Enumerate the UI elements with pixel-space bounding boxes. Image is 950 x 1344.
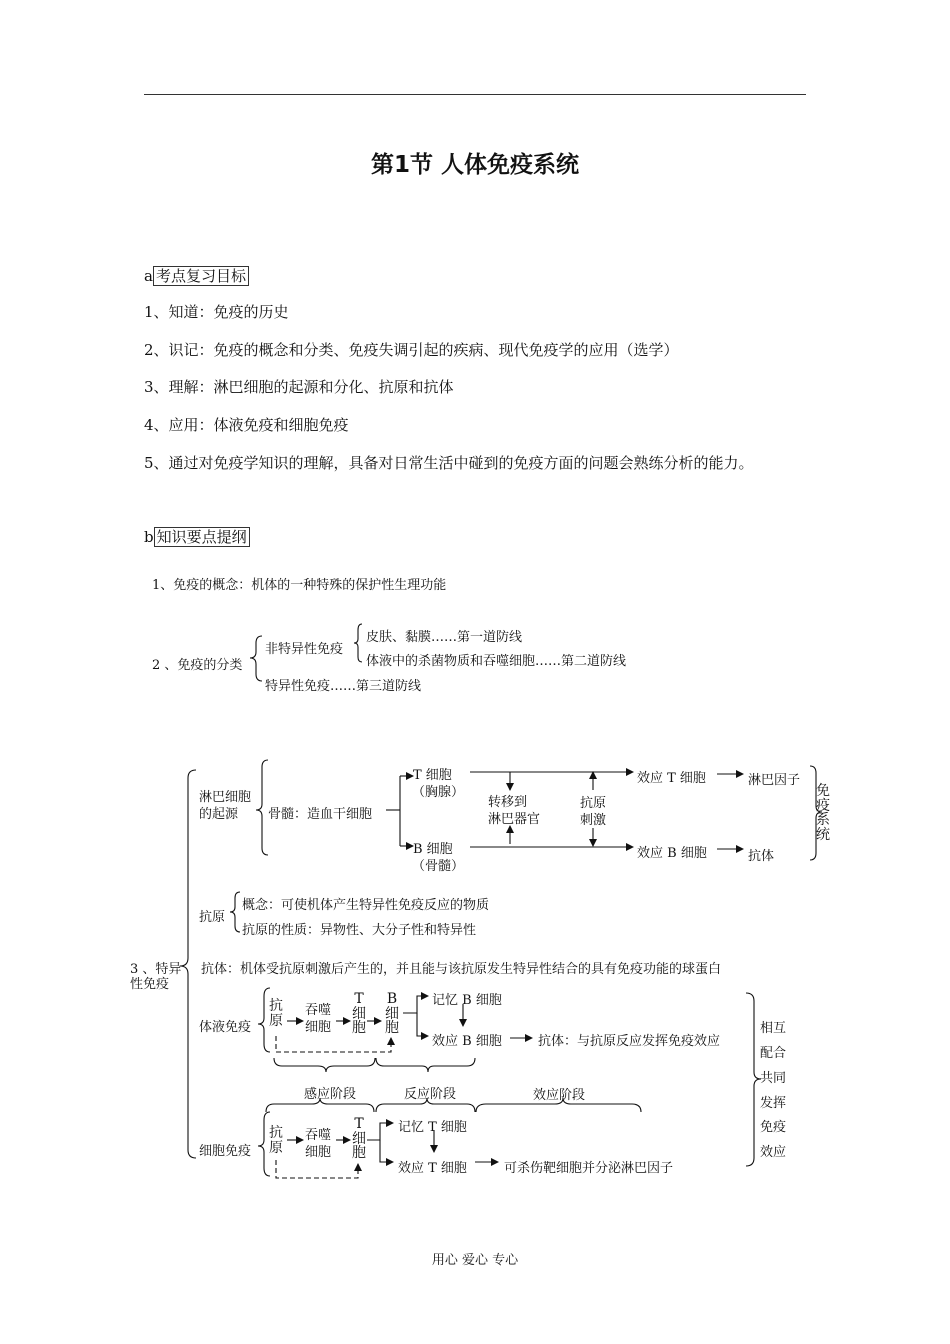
cellular-effector-t-cell: 效应 T 细胞 xyxy=(398,1161,467,1176)
induction-brace xyxy=(274,1058,375,1072)
effector-t-cell: 效应 T 细胞 xyxy=(637,771,706,786)
objective-1: 1、知道：免疫的历史 xyxy=(144,303,289,321)
cellular-action: 可杀伤靶细胞并分泌淋巴因子 xyxy=(504,1161,674,1176)
antigen-concept: 概念：可使机体产生特异性免疫反应的物质 xyxy=(242,898,490,913)
section-a-prefix: a xyxy=(144,267,153,285)
humoral-t-cell: T细胞 xyxy=(352,991,366,1036)
cellular-phagocyte-2: 细胞 xyxy=(305,1145,332,1160)
humoral-phagocyte-2: 细胞 xyxy=(305,1020,332,1035)
cellular-antigen: 抗原 xyxy=(269,1125,283,1156)
objective-4: 4、应用：体液免疫和细胞免疫 xyxy=(144,416,349,434)
specific-immunity-brace xyxy=(180,770,196,1158)
section-a-label: 考点复习目标 xyxy=(153,266,249,286)
memory-t-cell: 记忆 T 细胞 xyxy=(398,1120,467,1135)
cooperate-6: 效应 xyxy=(760,1145,787,1160)
immunity-concept: 1、免疫的概念：机体的一种特殊的保护性生理功能 xyxy=(152,578,447,593)
b-cell: B 细胞 xyxy=(413,842,453,857)
stage-induction: 感应阶段 xyxy=(304,1087,357,1102)
cellular-phagocyte-1: 吞噬 xyxy=(305,1128,332,1143)
humoral-immunity-label: 体液免疫 xyxy=(199,1020,252,1035)
specific-immunity-label-2: 性免疫 xyxy=(130,977,170,992)
transfer-label-2: 淋巴器官 xyxy=(488,812,541,827)
humoral-b-cell: B细胞 xyxy=(385,991,399,1036)
page-footer: 用心 爱心 专心 xyxy=(431,1253,519,1268)
antibody: 抗体 xyxy=(748,849,775,864)
antigen-properties: 抗原的性质：异物性、大分子性和特异性 xyxy=(242,923,477,938)
transfer-label-1: 转移到 xyxy=(488,795,528,810)
first-line-defense: 皮肤、黏膜……第一道防线 xyxy=(366,630,523,645)
cellular-t-cell: T细胞 xyxy=(352,1116,366,1161)
classification-label: 2 、免疫的分类 xyxy=(152,658,243,673)
stage-effect: 效应阶段 xyxy=(533,1088,586,1103)
cooperate-5: 免疫 xyxy=(760,1120,787,1135)
second-line-defense: 体液中的杀菌物质和吞噬细胞……第二道防线 xyxy=(366,654,627,669)
bone-marrow-stem-cell: 骨髓：造血干细胞 xyxy=(268,807,373,822)
objective-2: 2、识记：免疫的概念和分类、免疫失调引起的疾病、现代免疫学的应用（选学） xyxy=(144,341,679,359)
effector-b-cell: 效应 B 细胞 xyxy=(637,846,707,861)
reaction-brace xyxy=(376,1058,475,1072)
cooperate-2: 配合 xyxy=(760,1046,787,1061)
thymus-source: （胸腺） xyxy=(412,785,465,800)
cooperate-3: 共同 xyxy=(760,1071,787,1086)
t-cell: T 细胞 xyxy=(413,768,452,783)
antigen-stimulus-1: 抗原 xyxy=(580,796,607,811)
specific-immunity-label-1: 3 、特异 xyxy=(130,962,182,977)
nonspecific-brace xyxy=(354,624,362,662)
antigen-brace xyxy=(230,892,240,932)
origin-label-1: 淋巴细胞 xyxy=(199,790,252,805)
antibody-action: 抗体：与抗原反应发挥免疫效应 xyxy=(538,1034,721,1049)
antigen-label: 抗原 xyxy=(199,910,226,925)
origin-label-2: 的起源 xyxy=(199,807,239,822)
objective-3: 3、理解：淋巴细胞的起源和分化、抗原和抗体 xyxy=(144,378,454,396)
cellular-immunity-label: 细胞免疫 xyxy=(199,1144,252,1159)
page-title: 第1节 人体免疫系统 xyxy=(370,152,579,178)
memory-b-cell: 记忆 B 细胞 xyxy=(432,993,502,1008)
humoral-phagocyte-1: 吞噬 xyxy=(305,1003,332,1018)
cooperate-brace xyxy=(746,993,761,1166)
classification-brace xyxy=(250,636,262,681)
cooperate-4: 发挥 xyxy=(760,1096,787,1111)
stage-reaction: 反应阶段 xyxy=(404,1087,457,1102)
humoral-effector-b-cell: 效应 B 细胞 xyxy=(432,1034,502,1049)
antibody-definition: 抗体：机体受抗原刺激后产生的，并且能与该抗原发生特异性结合的具有免疫功能的球蛋白 xyxy=(201,962,722,977)
immune-system-label: 免疫系统 xyxy=(816,783,830,843)
objective-5: 5、通过对免疫学知识的理解，具备对日常生活中碰到的免疫方面的问题会熟练分析的能力。 xyxy=(144,454,754,472)
antigen-stimulus-2: 刺激 xyxy=(580,813,607,828)
humoral-antigen: 抗原 xyxy=(269,998,283,1029)
section-b-label: 知识要点提纲 xyxy=(154,527,250,547)
origin-brace xyxy=(256,760,268,855)
specific-immunity: 特异性免疫……第三道防线 xyxy=(265,679,422,694)
section-b-prefix: b xyxy=(144,528,154,546)
nonspecific-immunity: 非特异性免疫 xyxy=(265,642,344,657)
lymphokine: 淋巴因子 xyxy=(748,773,801,788)
cooperate-1: 相互 xyxy=(760,1021,787,1036)
marrow-source: （骨髓） xyxy=(412,859,465,874)
